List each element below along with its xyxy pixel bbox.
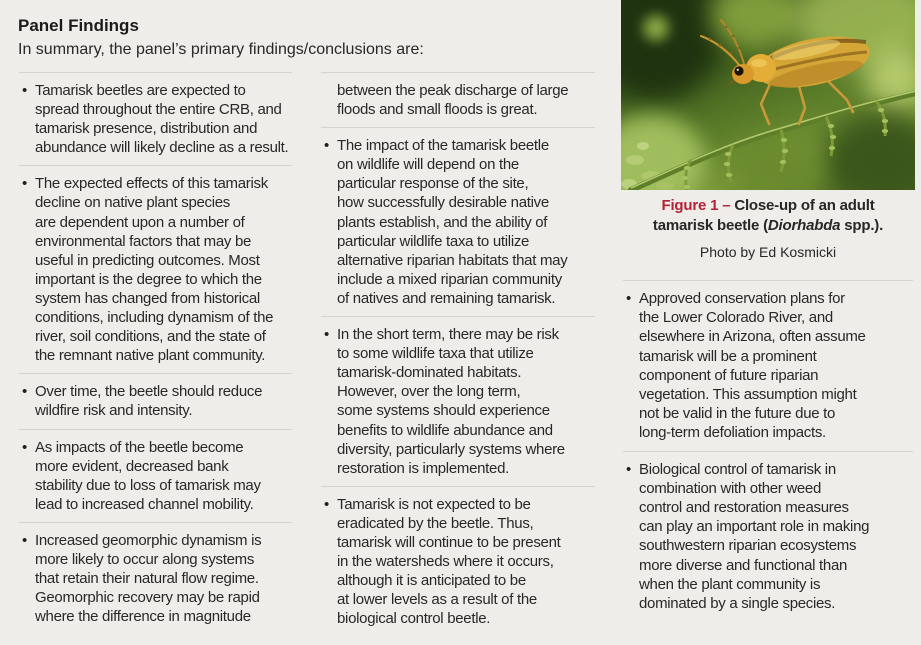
finding-text: Tamarisk is not expected to be eradicated by the beetle. Thus, tamarisk will continue to be present in the watersheds where it occurs, although it is anticipated to be at lower levels as a result of the biological control beetle. <box>337 495 561 628</box>
figure-caption-line-1 <box>623 196 913 216</box>
finding-item <box>19 522 292 634</box>
finding-text: Tamarisk beetles are expected to spread throughout the entire CRB, and tamarisk presence, distribution and abundance will likely decline as a result. <box>35 82 289 157</box>
figure-caption-text: Close-up of an adult <box>734 197 875 214</box>
figure-caption-line-2 <box>623 216 913 236</box>
finding-item <box>19 373 292 428</box>
bullet-marker: • <box>22 383 28 401</box>
figure-caption-text: spp.). <box>840 217 884 234</box>
bullet-marker: • <box>626 290 632 307</box>
finding-item <box>623 280 913 451</box>
finding-item <box>321 486 595 637</box>
finding-text: Approved conservation plans for the Lower Colorado River, and elsewhere in Arizona, often assume tamarisk will be a prominent component of future riparian vegetation. This assumption might not be valid in the future due to long-term defoliation impacts. <box>639 290 866 442</box>
bullet-marker: • <box>22 438 28 456</box>
page-title: Panel Findings <box>18 16 139 35</box>
finding-text: Over time, the beetle should reduce wildfire risk and intensity. <box>35 383 263 420</box>
findings-column-left <box>19 72 292 634</box>
beetle-illustration <box>621 0 915 190</box>
photo-credit: Photo by Ed Kosmicki <box>699 244 837 260</box>
intro-text: In summary, the panel’s primary findings/conclusions are: <box>18 41 424 58</box>
bullet-marker: • <box>22 82 28 99</box>
finding-text: The expected effects of this tamarisk decline on native plant species are dependent upon a number of environmental factors that may be useful in predicting outcomes. Most important is the degree to which the system has changed from historical conditions, including dynamism of the river, soil conditions, and the state of the remnant native plant community. <box>35 175 274 365</box>
species-name: Diorhabda <box>767 217 841 234</box>
bullet-marker: • <box>324 326 330 344</box>
finding-item <box>19 72 292 165</box>
finding-item <box>321 127 595 316</box>
figure-caption <box>623 196 913 236</box>
finding-text: As impacts of the beetle become more evident, decreased bank stability due to loss of tamarisk may lead to increased channel mobility. <box>35 438 261 513</box>
finding-item <box>623 451 913 622</box>
findings-column-middle <box>321 72 595 636</box>
bullet-marker: • <box>626 460 632 478</box>
tamarisk-branch <box>631 90 915 190</box>
figure-label: Figure 1 – <box>661 197 731 214</box>
bullet-marker: • <box>324 137 330 155</box>
figure-caption-text: tamarisk beetle ( <box>652 217 768 234</box>
finding-text: Increased geomorphic dynamism is more likely to occur along systems that retain their natural flow regime. Geomorphic recovery may be rapid where the difference in magnitude <box>35 531 262 626</box>
finding-item <box>19 165 292 373</box>
finding-text: Biological control of tamarisk in combination with other weed control and restoration measures can play an important role in making southwestern riparian ecosystems more diverse and functional than when the plant community is dominated by a single species. <box>639 460 870 613</box>
bullet-marker: • <box>324 495 330 513</box>
finding-continuation <box>321 72 595 127</box>
findings-column-right <box>623 280 913 621</box>
finding-item <box>321 316 595 486</box>
finding-item <box>19 429 292 522</box>
beetle-photo <box>621 0 915 190</box>
finding-text: In the short term, there may be risk to some wildlife taxa that utilize tamarisk-dominated habitats. However, over the long term, some systems should experience benefits to wildlife abundance and diversity, particularly systems where restoration is implemented. <box>337 326 565 477</box>
finding-text: The impact of the tamarisk beetle on wildlife will depend on the particular response of the site, how successfully desirable native plants establish, and the ability of particular wildlife taxa to utilize alternative riparian habitats that may include a mixed riparian community of natives and remaining tamarisk. <box>337 137 568 307</box>
bullet-marker: • <box>22 531 28 549</box>
finding-text: between the peak discharge of large floods and small floods is great. <box>337 82 569 119</box>
bullet-marker: • <box>22 175 28 193</box>
